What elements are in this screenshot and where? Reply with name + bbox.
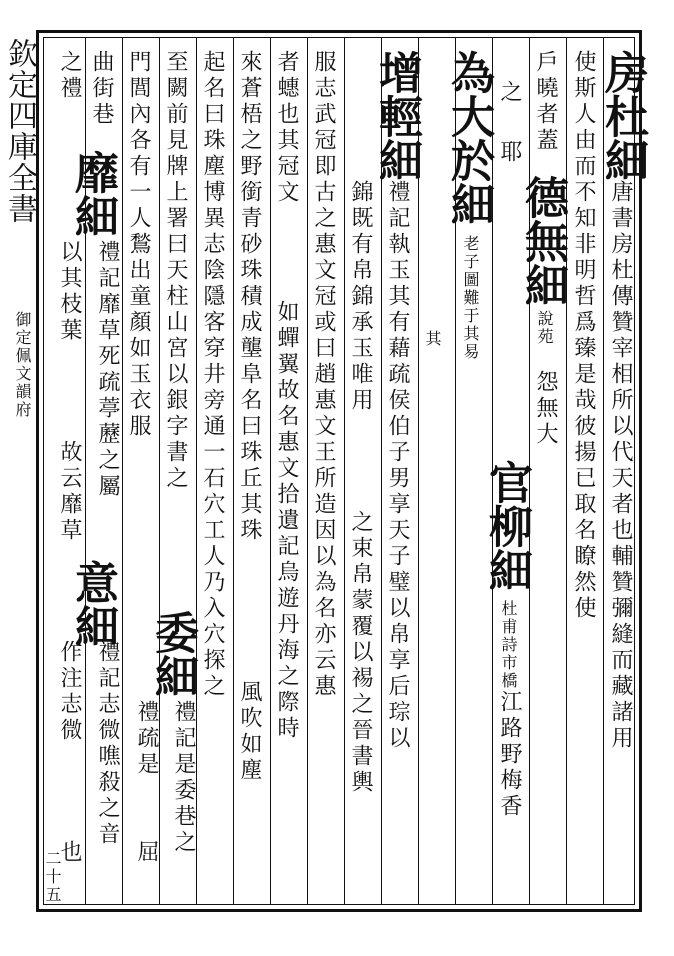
column-rule <box>122 37 123 905</box>
annotation-text: 禮記是委巷之 <box>171 700 196 856</box>
annotation-text: 禮疏是 <box>134 700 159 778</box>
annotation-text: 禮記執玉其有藉疏侯伯子男享天子璧以帛享后琮以 <box>385 180 410 752</box>
annotation-text: 來蒼梧之野銜青砂珠積成壟阜名曰珠丘其珠 <box>237 50 262 544</box>
entry-heading: 官柳細 <box>481 460 532 592</box>
page-number: 二十五 <box>43 850 62 904</box>
annotation-text: 門閭內各有一人鶖出童顏如玉衣服 <box>126 50 151 440</box>
annotation-text: 錦既有帛錦承玉唯用 <box>348 180 373 414</box>
annotation-text: 風吹如塵 <box>237 680 262 784</box>
annotation-text: 以其枝葉 <box>57 240 82 344</box>
annotation-text: 禮記靡草死疏葶藶之屬 <box>95 240 120 500</box>
annotation-text: 如蟬翼故名惠文拾遺記烏遊丹海之際時 <box>274 300 299 742</box>
annotation-text: 曲街巷 <box>89 50 114 128</box>
column-rule <box>196 37 197 905</box>
annotation-text: 至闕前見牌上署曰天柱山宮以銀字書之 <box>163 50 188 492</box>
column-rule <box>344 37 345 905</box>
column-rule <box>307 37 308 905</box>
edge-title: 欽定四庫全書 <box>2 38 37 224</box>
annotation-text: 屈 <box>134 840 159 866</box>
annotation-text: 之禮 <box>57 50 82 102</box>
entry-heading: 德無細 <box>517 175 568 307</box>
annotation-text: 之束帛蒙覆以裼之晉書輿 <box>348 510 373 796</box>
entry-heading: 增輕細 <box>371 50 422 182</box>
entry-heading: 房杜細 <box>597 50 648 182</box>
annotation-text: 作注志微 <box>57 640 82 744</box>
entry-heading: 為大於細 <box>443 50 494 226</box>
annotation-text: 故云靡草 <box>57 440 82 544</box>
annotation-text: 服志武冠即古之惠文冠或曰趙惠文王所造因以為名亦云惠 <box>311 50 336 700</box>
annotation-text: 者蟪也其冠文 <box>274 50 299 206</box>
entry-heading: 委細 <box>147 610 198 698</box>
annotation-text: 說苑 <box>535 310 554 346</box>
annotation-text: 也 <box>57 840 82 866</box>
annotation-text: 怨無大 <box>533 370 558 448</box>
entry-heading: 意細 <box>67 560 118 648</box>
annotation-text: 唐書房杜傳贊宰相所以代天者也輔贊彌縫而藏諸用 <box>608 180 633 752</box>
annotation-text: 老子圖難于其易 <box>461 235 480 361</box>
annotation-text: 使斯人由而不知非明哲爲臻是哉彼揚已取名瞭然使 <box>571 50 596 622</box>
book-title-strip <box>0 305 40 505</box>
edge-title-strip <box>0 30 40 280</box>
annotation-text: 江路野梅香 <box>497 690 522 820</box>
column-rule <box>233 37 234 905</box>
column-rule <box>566 37 567 905</box>
entry-heading: 靡細 <box>67 150 118 238</box>
annotation-text: 戶曉者蓋 <box>533 50 558 154</box>
annotation-text: 耶 <box>497 140 522 166</box>
annotation-text: 之 <box>497 80 522 106</box>
column-rule <box>159 37 160 905</box>
book-title: 御定佩文韻府 <box>13 311 32 419</box>
annotation-text: 禮記志微噍殺之音 <box>95 640 120 848</box>
annotation-text: 起名曰珠塵博異志陰隱客穿井旁通一石穴工人乃入穴探之 <box>200 50 225 700</box>
annotation-text: 杜甫詩市橋 <box>499 600 518 690</box>
column-rule <box>270 37 271 905</box>
annotation-text: 其 <box>423 330 442 348</box>
